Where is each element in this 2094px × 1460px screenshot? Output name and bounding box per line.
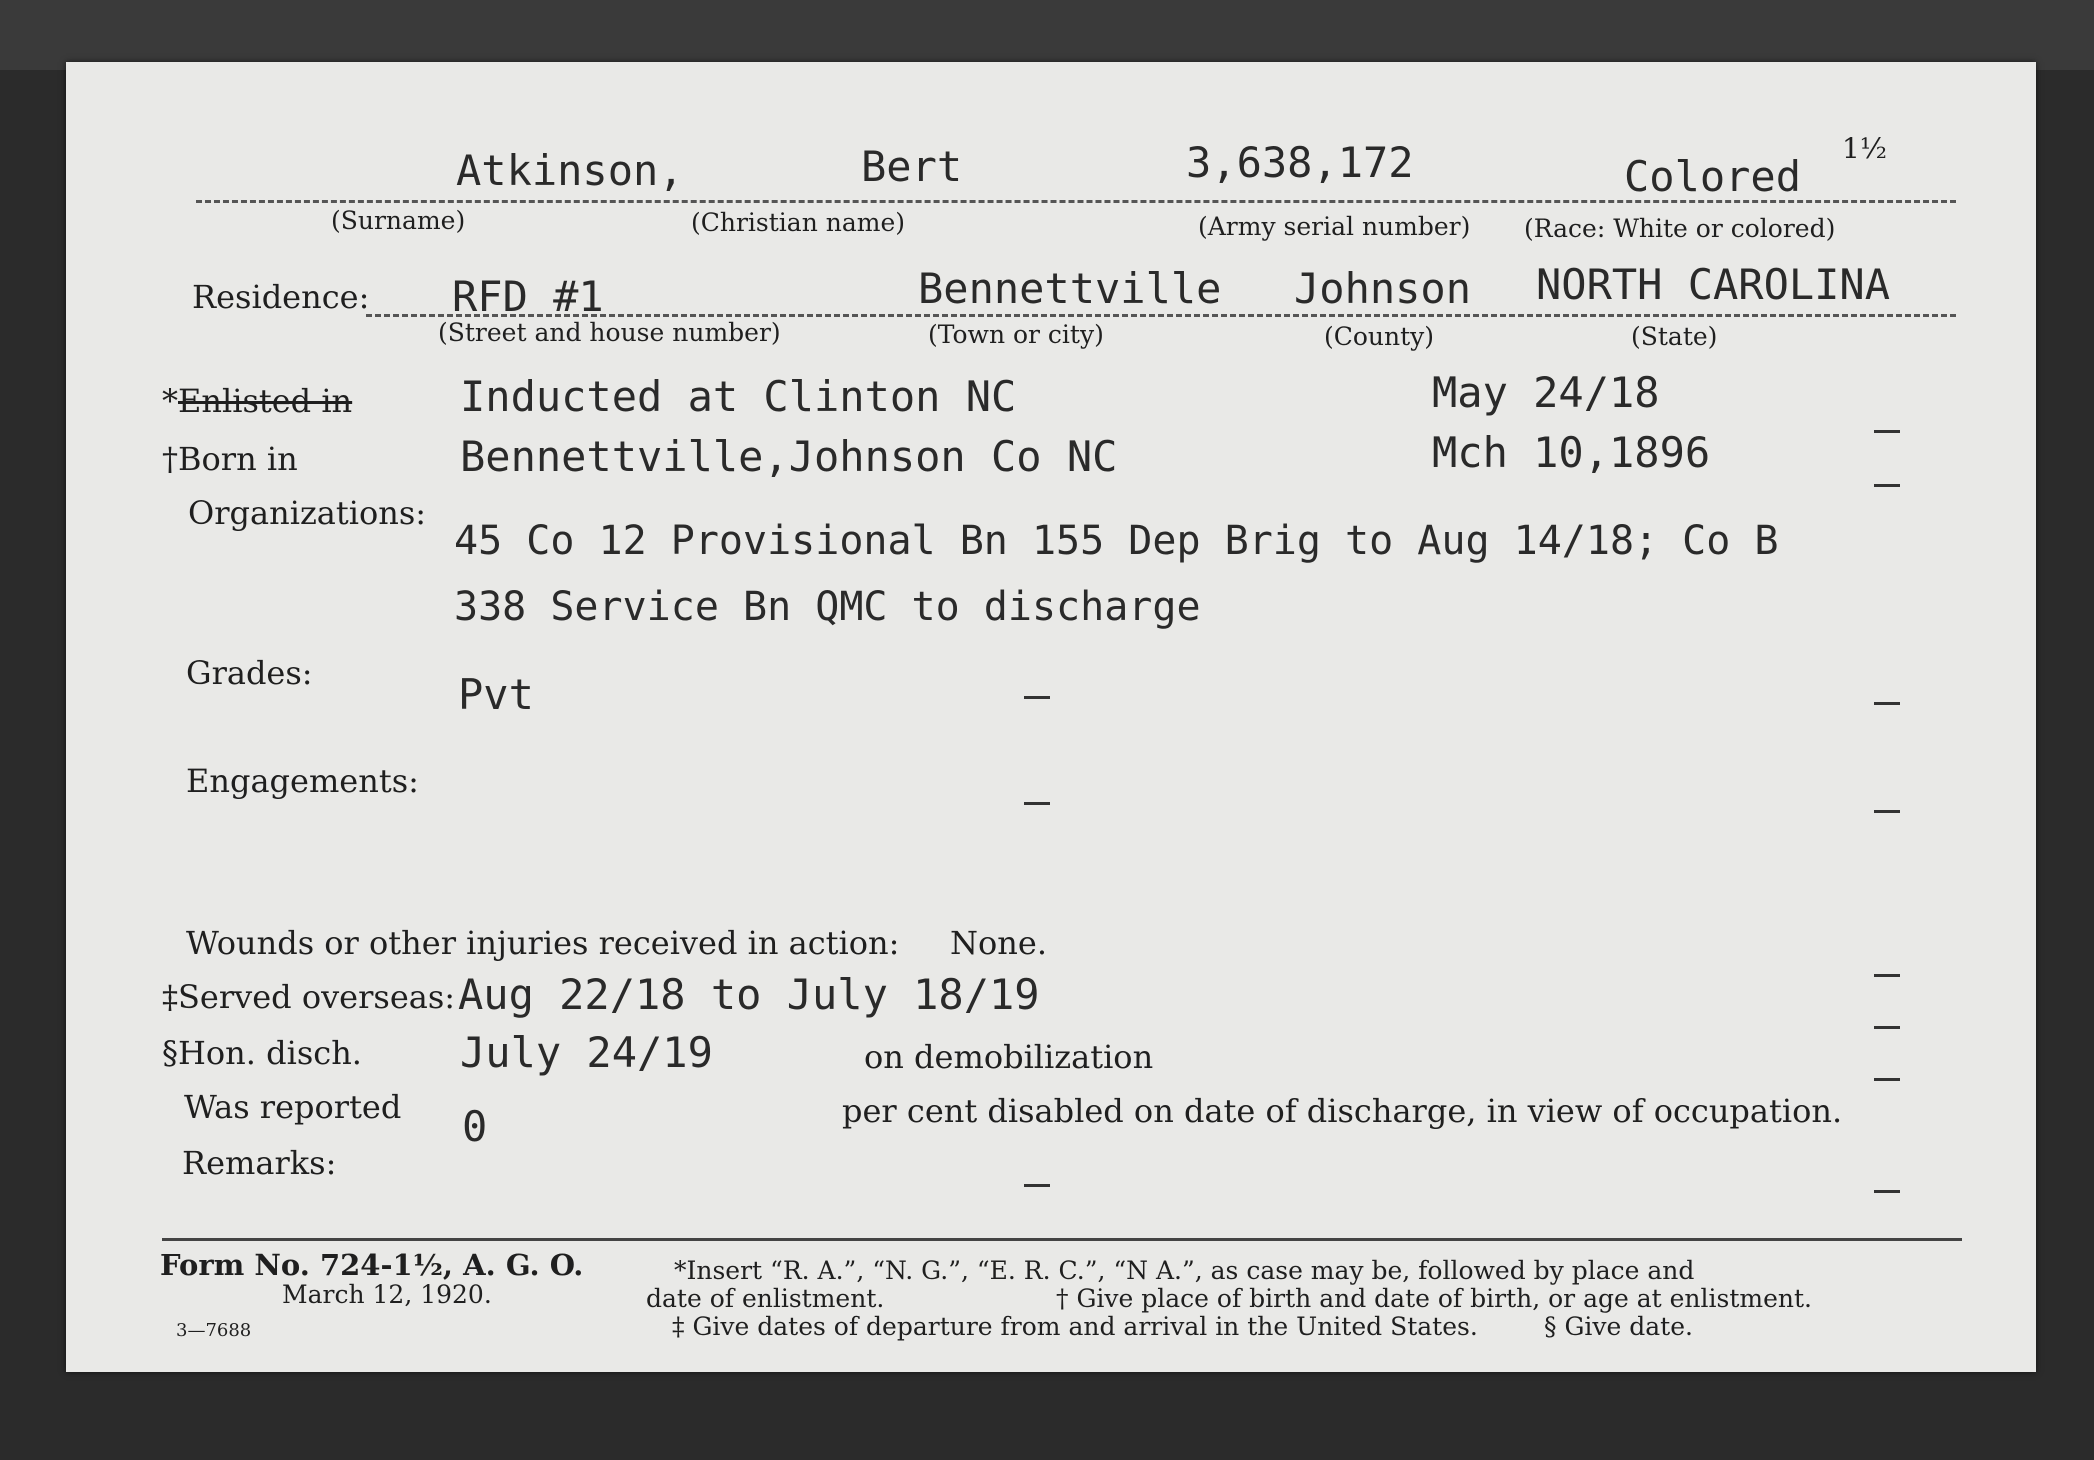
dash-mark xyxy=(1874,430,1900,433)
note-enlistment-cont: date of enlistment. xyxy=(646,1284,885,1313)
enlisted-date: May 24/18 xyxy=(1432,368,1660,417)
born-value: Bennettville,Johnson Co NC xyxy=(460,432,1118,481)
dash-mark xyxy=(1874,1190,1900,1193)
remarks-label: Remarks: xyxy=(182,1144,337,1182)
enlisted-value: Inducted at Clinton NC xyxy=(460,372,1017,421)
surname-caption: (Surname) xyxy=(331,206,466,235)
born-label xyxy=(162,440,298,478)
discharge-marker: § xyxy=(162,1034,178,1072)
note-enlistment: *Insert “R. A.”, “N. G.”, “E. R. C.”, “N A.”, as case may be, followed by place and xyxy=(674,1256,1695,1285)
overseas-marker: ‡ xyxy=(162,978,178,1016)
race-value: Colored xyxy=(1624,152,1802,201)
discharge-suffix: on demobilization xyxy=(864,1038,1154,1076)
header-rule xyxy=(196,200,1956,203)
dash-mark xyxy=(1874,484,1900,487)
scanner-backdrop xyxy=(0,0,2094,70)
race-caption: (Race: White or colored) xyxy=(1524,214,1836,243)
christian-name-caption: (Christian name) xyxy=(691,208,906,237)
residence-street-value: RFD #1 xyxy=(452,272,604,321)
grades-label: Grades: xyxy=(186,654,313,692)
county-caption: (County) xyxy=(1324,322,1435,351)
enlisted-label-struck: Enlisted in xyxy=(178,382,353,420)
wounds-value: None. xyxy=(950,924,1047,962)
dash-mark xyxy=(1024,1184,1050,1187)
residence-rule xyxy=(366,314,1956,317)
town-caption: (Town or city) xyxy=(928,320,1104,349)
discharge-value: July 24/19 xyxy=(460,1028,713,1077)
note-overseas: ‡ Give dates of departure from and arrival in the United States. xyxy=(672,1312,1478,1341)
residence-town-value: Bennettville xyxy=(918,264,1222,313)
footer-rule xyxy=(162,1238,1962,1241)
residence-state-value: NORTH CAROLINA xyxy=(1536,260,1891,309)
reported-value: 0 xyxy=(462,1102,488,1151)
born-label-text: Born in xyxy=(178,440,298,478)
enlisted-marker: * xyxy=(162,382,178,420)
street-caption: (Street and house number) xyxy=(438,318,781,347)
born-date: Mch 10,1896 xyxy=(1432,428,1711,477)
wounds-label: Wounds or other injuries received in action: xyxy=(186,924,900,962)
form-date: March 12, 1920. xyxy=(282,1280,492,1309)
discharge-label xyxy=(162,1034,362,1072)
organizations-line-2: 338 Service Bn QMC to discharge xyxy=(454,584,1201,630)
grades-value: Pvt xyxy=(458,670,534,719)
enlisted-label xyxy=(162,382,352,420)
state-caption: (State) xyxy=(1631,322,1718,351)
overseas-label xyxy=(162,978,455,1016)
overseas-label-text: Served overseas: xyxy=(178,978,456,1016)
dash-mark xyxy=(1874,810,1900,813)
note-discharge: § Give date. xyxy=(1544,1312,1693,1341)
dash-mark xyxy=(1024,696,1050,699)
residence-county-value: Johnson xyxy=(1294,264,1472,313)
reported-label: Was reported xyxy=(184,1088,402,1126)
corner-mark: 1½ xyxy=(1842,132,1887,165)
discharge-label-text: Hon. disch. xyxy=(178,1034,362,1072)
print-code: 3—7688 xyxy=(176,1320,252,1341)
dash-mark xyxy=(1874,1026,1900,1029)
serial-number-caption: (Army serial number) xyxy=(1198,212,1471,241)
dash-mark xyxy=(1024,802,1050,805)
note-birth: † Give place of birth and date of birth, or age at enlistment. xyxy=(1056,1284,1812,1313)
engagements-label: Engagements: xyxy=(186,762,419,800)
serial-number-value: 3,638,172 xyxy=(1186,138,1414,187)
service-record-card xyxy=(66,62,2036,1372)
organizations-label: Organizations: xyxy=(188,494,427,532)
residence-label: Residence: xyxy=(192,278,370,316)
christian-name-value: Bert xyxy=(861,142,963,191)
form-number: Form No. 724-1½, A. G. O. xyxy=(160,1248,584,1282)
dash-mark xyxy=(1874,1078,1900,1081)
reported-suffix: per cent disabled on date of discharge, in view of occupation. xyxy=(842,1092,1843,1130)
overseas-value: Aug 22/18 to July 18/19 xyxy=(458,970,1040,1019)
dash-mark xyxy=(1874,702,1900,705)
born-marker: † xyxy=(162,440,178,478)
organizations-line-1: 45 Co 12 Provisional Bn 155 Dep Brig to Aug 14/18; Co B xyxy=(454,518,1779,564)
dash-mark xyxy=(1874,974,1900,977)
surname-value: Atkinson, xyxy=(456,146,684,195)
